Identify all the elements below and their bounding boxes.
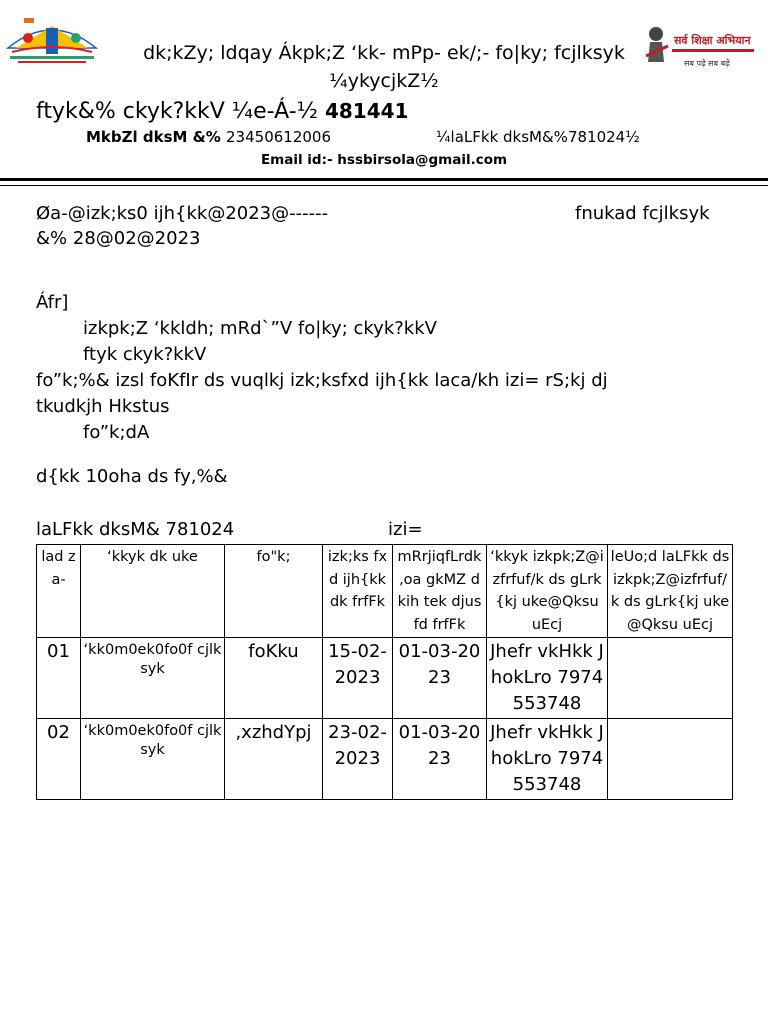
district-text: ftyk&% ckyk?kkV ¼e-Á-½ [36,99,318,124]
cell-school: ‘kk0m0ek0fo0f cjlksyk [81,638,225,719]
header-submission-date: mRrjiqfLrdk ,oa gkMZ dkih tek djus fd frfFk [393,545,487,638]
district-line [36,96,408,127]
cell-submission-date: 01-03-2023 [393,719,487,800]
date-place: fnukad fcjlksyk [575,203,710,224]
recipient-prefix: Áfr] [36,292,69,313]
header-school-name: ‘kkyk dk uke [81,545,225,638]
recipient-address-2: ftyk ckyk?kkV [83,344,207,365]
header-coordinator-sign: leUo;d laLFkk ds izkpk;Z@izfrfuf/k ds gLrk{kj uke@Qksu uEcj [608,545,733,638]
table-row [37,638,733,719]
header-principal-sign: ‘kkyk izkpk;Z@izfrfuf/k ds gLrk{kj uke@Qksu uEcj [487,545,608,638]
logo-text: सर्व शिक्षा अभियान [674,34,751,47]
school-location: ¼ykycjkZ½ [329,70,439,92]
header-subject: fo"k; [225,545,323,638]
header-serial: lad za- [37,545,81,638]
cell-coordinator [608,719,733,800]
dise-code: 23450612006 [226,128,331,146]
cell-submission-date: 01-03-2023 [393,638,487,719]
reference-number: Øa-@izk;ks0 ijh{kk@2023@------ [36,203,329,224]
subject-line: fo”k;%& izsl foKfIr ds vuqlkj izk;ksfxd ijh{kk laca/kh izi= rS;kj dj [36,370,608,391]
cell-school: ‘kk0m0ek0fo0f cjlksyk [81,719,225,800]
table-header-row [37,545,733,638]
table-row [37,719,733,800]
subject-heading: fo”k;dA [83,422,150,443]
header-divider-thin [0,185,768,186]
cell-subject: ,xzhdYpj [225,719,323,800]
form-label: izi= [388,519,423,540]
sanstha-code-header: ¼laLFkk dksM&%781024½ [436,128,640,146]
header-divider-thick [0,178,768,181]
email-line: Email id:- hssbirsola@gmail.com [260,152,508,168]
cell-serial: 02 [37,719,81,800]
cell-principal: Jhefr vkHkk JhokLro 7974553748 [487,719,608,800]
subject-continuation: tkudkjh Hkstus [36,396,170,417]
recipient-address-1: izkpk;Z ‘kkldh; mRd`”V fo|ky; ckyk?kkV [83,318,437,339]
cell-subject: foKku [225,638,323,719]
cell-exam-date: 23-02-2023 [323,719,393,800]
exam-schedule-table [36,544,732,800]
class-line: d{kk 10oha ds fy,%& [36,466,228,487]
dise-code-line [86,128,331,146]
cell-serial: 01 [37,638,81,719]
cell-principal: Jhefr vkHkk JhokLro 7974553748 [487,638,608,719]
header-exam-date: izk;ks fxd ijh{kk dk frfFk [323,545,393,638]
cell-coordinator [608,638,733,719]
dise-label: MkbZl dksM &% [86,128,221,146]
letter-date: &% 28@02@2023 [36,228,201,249]
school-name: dk;kZy; ldqay Ákpk;Z ‘kk- mPp- ek/;- fo|ky; fcjlksyk [143,42,625,64]
logo-subtext: सब पढ़ें सब बढ़ें [684,59,730,68]
cell-exam-date: 15-02-2023 [323,638,393,719]
pin-code: 481441 [324,99,409,123]
sanstha-code-line: laLFkk dksM& 781024 [36,519,235,540]
